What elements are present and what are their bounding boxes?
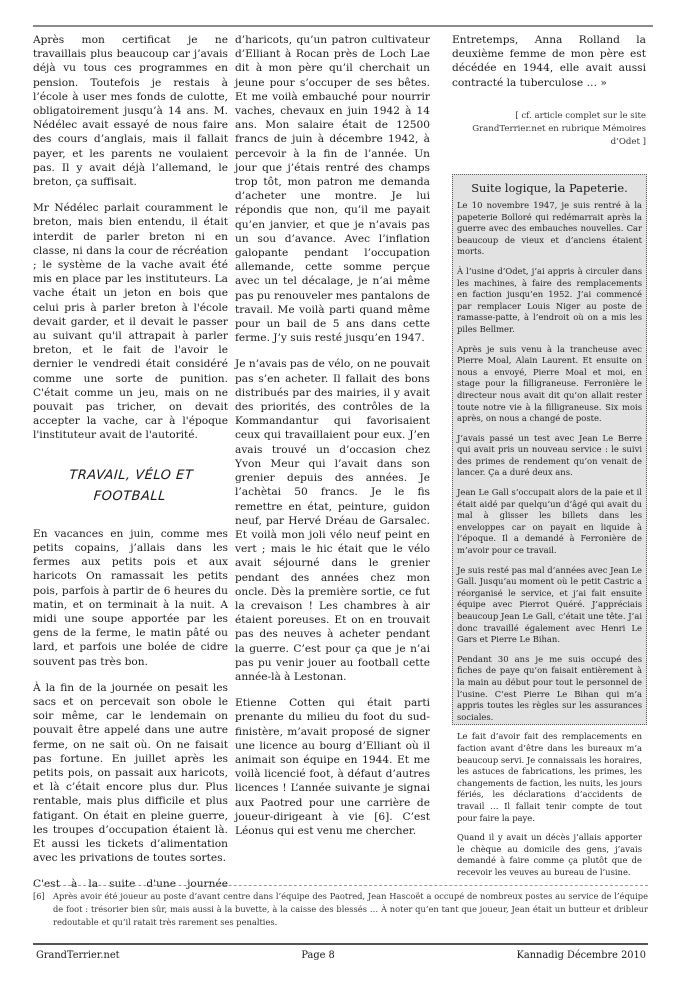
footnote-text: Après avoir été joueur au poste d’avant centre dans l’équipe des Paotred, Jean Hascoët a occupé de nombreux postes au service de l’équipe de foot : trésorier bien sûr, mais aussi à la buvette, à la caisse des blessés … À noter qu’en tant que joueur, Jean était un butteur et dribleur redoutable et qu’il ratait très rarement ses penalties. bbox=[53, 891, 648, 927]
column-1 bbox=[33, 33, 228, 904]
footnote-separator bbox=[33, 885, 648, 886]
box-paragraph: Jean Le Gall s’occupait alors de la paie et il était aidé par quelqu’un d’âgé qui avait du mal à glisser les billets dans les enveloppes car on payait en liquide à l’époque. Il a demandé à Ferronière de m’avoir pour ce travail. bbox=[457, 487, 642, 556]
paragraph: À la fin de la journée on pesait les sacs et on percevait son obole le soir même, car le lendemain on pouvait être appelé dans une autre ferme, on ne sait où. On ne faisait pas fortune. En juillet après les petits pois, on passait aux haricots, et là c’était encore plus dur. Plus rentable, mais plus difficile et plus fatigant. On était en pleine guerre, les troupes d’occupation étaient là. Et aussi les tickets d’alimentation avec les privations de toutes sortes. bbox=[33, 681, 228, 865]
box-paragraph: Le 10 novembre 1947, je suis rentré à la papeterie Bolloré qui redémarrait après la guerre avec des embauches nouvelles. Car beaucoup de vieux et d’anciens étaient morts. bbox=[457, 200, 642, 257]
box-paragraph: Je suis resté pas mal d’années avec Jean Le Gall. Jusqu’au moment où le petit Castric a réorganisé le service, et j’ai fait ensuite équipe avec Pierrot Quéré. J’appréciais beaucoup Jean Le Gall, c’était une tête. J’ai donc travaillé également avec Henri Le Gars et Pierre Le Bihan. bbox=[457, 564, 642, 645]
column-2 bbox=[235, 33, 430, 850]
paragraph: Etienne Cotten qui était parti prenante du milieu du foot du sud-finistère, m’avait proposé de signer une licence au bourg d’Elliant où il animait son équipe en 1944. Et me voilà licencié foot, à défaut d’autres licences ! L’année suivante je signai aux Paotred pour une carrière de joueur-dirigeant à vie [6]. C’est Léonus qui est venu me chercher. bbox=[235, 697, 430, 837]
section-heading: TRAVAIL, VÉLO ET FOOTBALL bbox=[68, 467, 194, 504]
box-paragraph: Pendant 30 ans je me suis occupé des fiches de paye qu’on faisait entièrement à la main au début pour tout le personnel de l’usine. C’est Pierre Le Bihan qui m’a appris toutes les règles sur les assurances sociales. bbox=[457, 653, 642, 722]
footnote-number: [6] bbox=[33, 891, 45, 901]
paragraph: Je n’avais pas de vélo, on ne pouvait pas s’en acheter. Il fallait des bons distribués par des mairies, il y avait des priorités, des contrôles de la Kommandantur qui favorisaient ceux qui travaillaient pour eux. J’en avais trouvé un d’occasion chez Yvon Meur qui l’avait dans son grenier depuis des années. Je l’achètai 50 francs. Je le fis remettre en état, peinture, guidon neuf, par Hervé Dréau de Garsalec. Et voilà mon joli vélo neuf peint en vert ; mais le hic était que le vélo avait séjourné dans le grenier pendant des années chez mon oncle. Dès la première sortie, ce fut la crevaison ! Les chambres à air étaient poreuses. Et on en trouvait pas des neuves à acheter pendant la guerre. C’est pour ça que je n’ai pas pu venir jouer au football cette année-là à Lestonan. bbox=[235, 358, 430, 683]
paragraph: d’haricots, qu’un patron cultivateur d’Elliant à Rocan près de Loch Lae dit à mon père qu’il cherchait un jeune pour s’occuper de ses bêtes. Et me voilà embauché pour nourrir vaches, chevaux en juin 1942 à 14 ans. Mon salaire était de 12500 francs de juin à décembre 1942, à percevoir à la fin de l’année. Un jour que j’étais rentré des champs trop tôt, mon patron me demanda d’acheter une montre. Je lui répondis que non, qu’il me payait qu’en janvier, et que je n’avais pas un sou d’avance. Avec l’inflation galopante pendant l’occupation allemande, cette somme perçue avec un tel décalage, je n’ai même pas pu renouveler mes pantalons de travail. Me voilà parti quand même pour un bail de 5 ans dans cette ferme. J’y suis resté jusqu’en 1947. bbox=[235, 34, 430, 345]
sidebar-box bbox=[452, 174, 647, 877]
paragraph: Après mon certificat je ne travaillais plus beaucoup car j’avais déjà vu tous ces programmes en pension. Toutefois je restais à l’école à user mes fonds de culotte, obligatoirement jusqu’à 14 ans. M. Nédélec avait essayé de nous faire des cours d’anglais, mais il fallait payer, et les parents ne voulaient pas. Il y avait déjà l’allemand, le breton, ça suffisait. bbox=[33, 34, 228, 189]
box-paragraph: Le fait d’avoir fait des remplacements en faction avant d’être dans les bureaux m’a beaucoup servi. Je connaissais les horaires, les astuces de fabrications, les primes, les changements de faction, les nuits, les jours fériés, les déclarations d’accidents de travail … Il fallait tenir compte de tout pour faire la paye. bbox=[457, 731, 642, 823]
footnote bbox=[33, 890, 648, 929]
footer-page-number: Page 8 bbox=[301, 950, 335, 961]
top-rule bbox=[33, 25, 653, 27]
column-3 bbox=[452, 33, 646, 149]
article-citation-link: [ cf. article complet sur le site GrandTerrier.net en rubrique Mémoires d’Odet ] bbox=[472, 110, 646, 147]
paragraph: Entretemps, Anna Rolland la deuxième femme de mon père est décédée en 1944, elle avait aussi contracté la tuberculose … » bbox=[452, 34, 646, 89]
paragraph: En vacances en juin, comme mes petits copains, j’allais dans les fermes aux petits pois et aux haricots On ramassait les petits pois, parfois à partir de 6 heures du matin, et on terminait à la nuit. A midi une soupe apportée par les gens de la ferme, le matin pâté ou lard, et parfois une bolée de cidre souvent pas très bon. bbox=[33, 527, 228, 668]
box-paragraph: Après je suis venu à la trancheuse avec Pierre Moal, Alain Laurent. Et ensuite on nous a envoyé, Pierre Moal et moi, en stage pour la filligraneuse. Ferronière le directeur nous avait dit qu’on allait rester toute notre vie à la filligraneuse. Six mois après, on nous a changé de poste. bbox=[457, 343, 642, 424]
paragraph: C'est à la suite d'une journée bbox=[33, 878, 228, 891]
footer-site: GrandTerrier.net bbox=[36, 950, 120, 961]
bottom-rule bbox=[33, 943, 648, 945]
page-footer bbox=[36, 950, 646, 961]
box-paragraph: J’avais passé un test avec Jean Le Berre qui avait pris un nouveau service : le suivi des primes de rendement qu’on venait de lancer. Ça a duré deux ans. bbox=[457, 432, 642, 478]
box-paragraph: Quand il y avait un décès j’allais apporter le chèque au domicile des gens, j’avais demandé à faire comme ça plutôt que de recevoir les veuves au bureau de l’usine. bbox=[457, 832, 642, 877]
box-paragraph: À l’usine d’Odet, j’ai appris à circuler dans les machines, à faire des remplacements en faction jusqu’en 1952. J’ai commencé par remplacer Louis Niger au poste de ramasse-patte, à l’endroit où on a mis les piles Bellmer. bbox=[457, 265, 642, 334]
sidebar-box-title: Suite logique, la Papeterie. bbox=[471, 181, 628, 195]
footer-issue: Kannadig Décembre 2010 bbox=[516, 950, 646, 961]
paragraph: Mr Nédélec parlait couramment le breton, mais bien entendu, il était interdit de parler breton ni en classe, ni dans la cour de récréation ; le système de la vache avait été mis en place par les instituteurs. La vache était un jeton en bois que celui pris à parler breton à l'école devait garder, et il devait le passer au suivant qu'il attrapait à parler breton, et le fait de l'avoir le dernier le vendredi était considéré comme une sorte de punition. C'était comme un jeu, mais on ne pouvait pas tricher, on devait accepter la vache, car à l'époque l'instituteur avait de l'autorité. bbox=[33, 202, 228, 442]
